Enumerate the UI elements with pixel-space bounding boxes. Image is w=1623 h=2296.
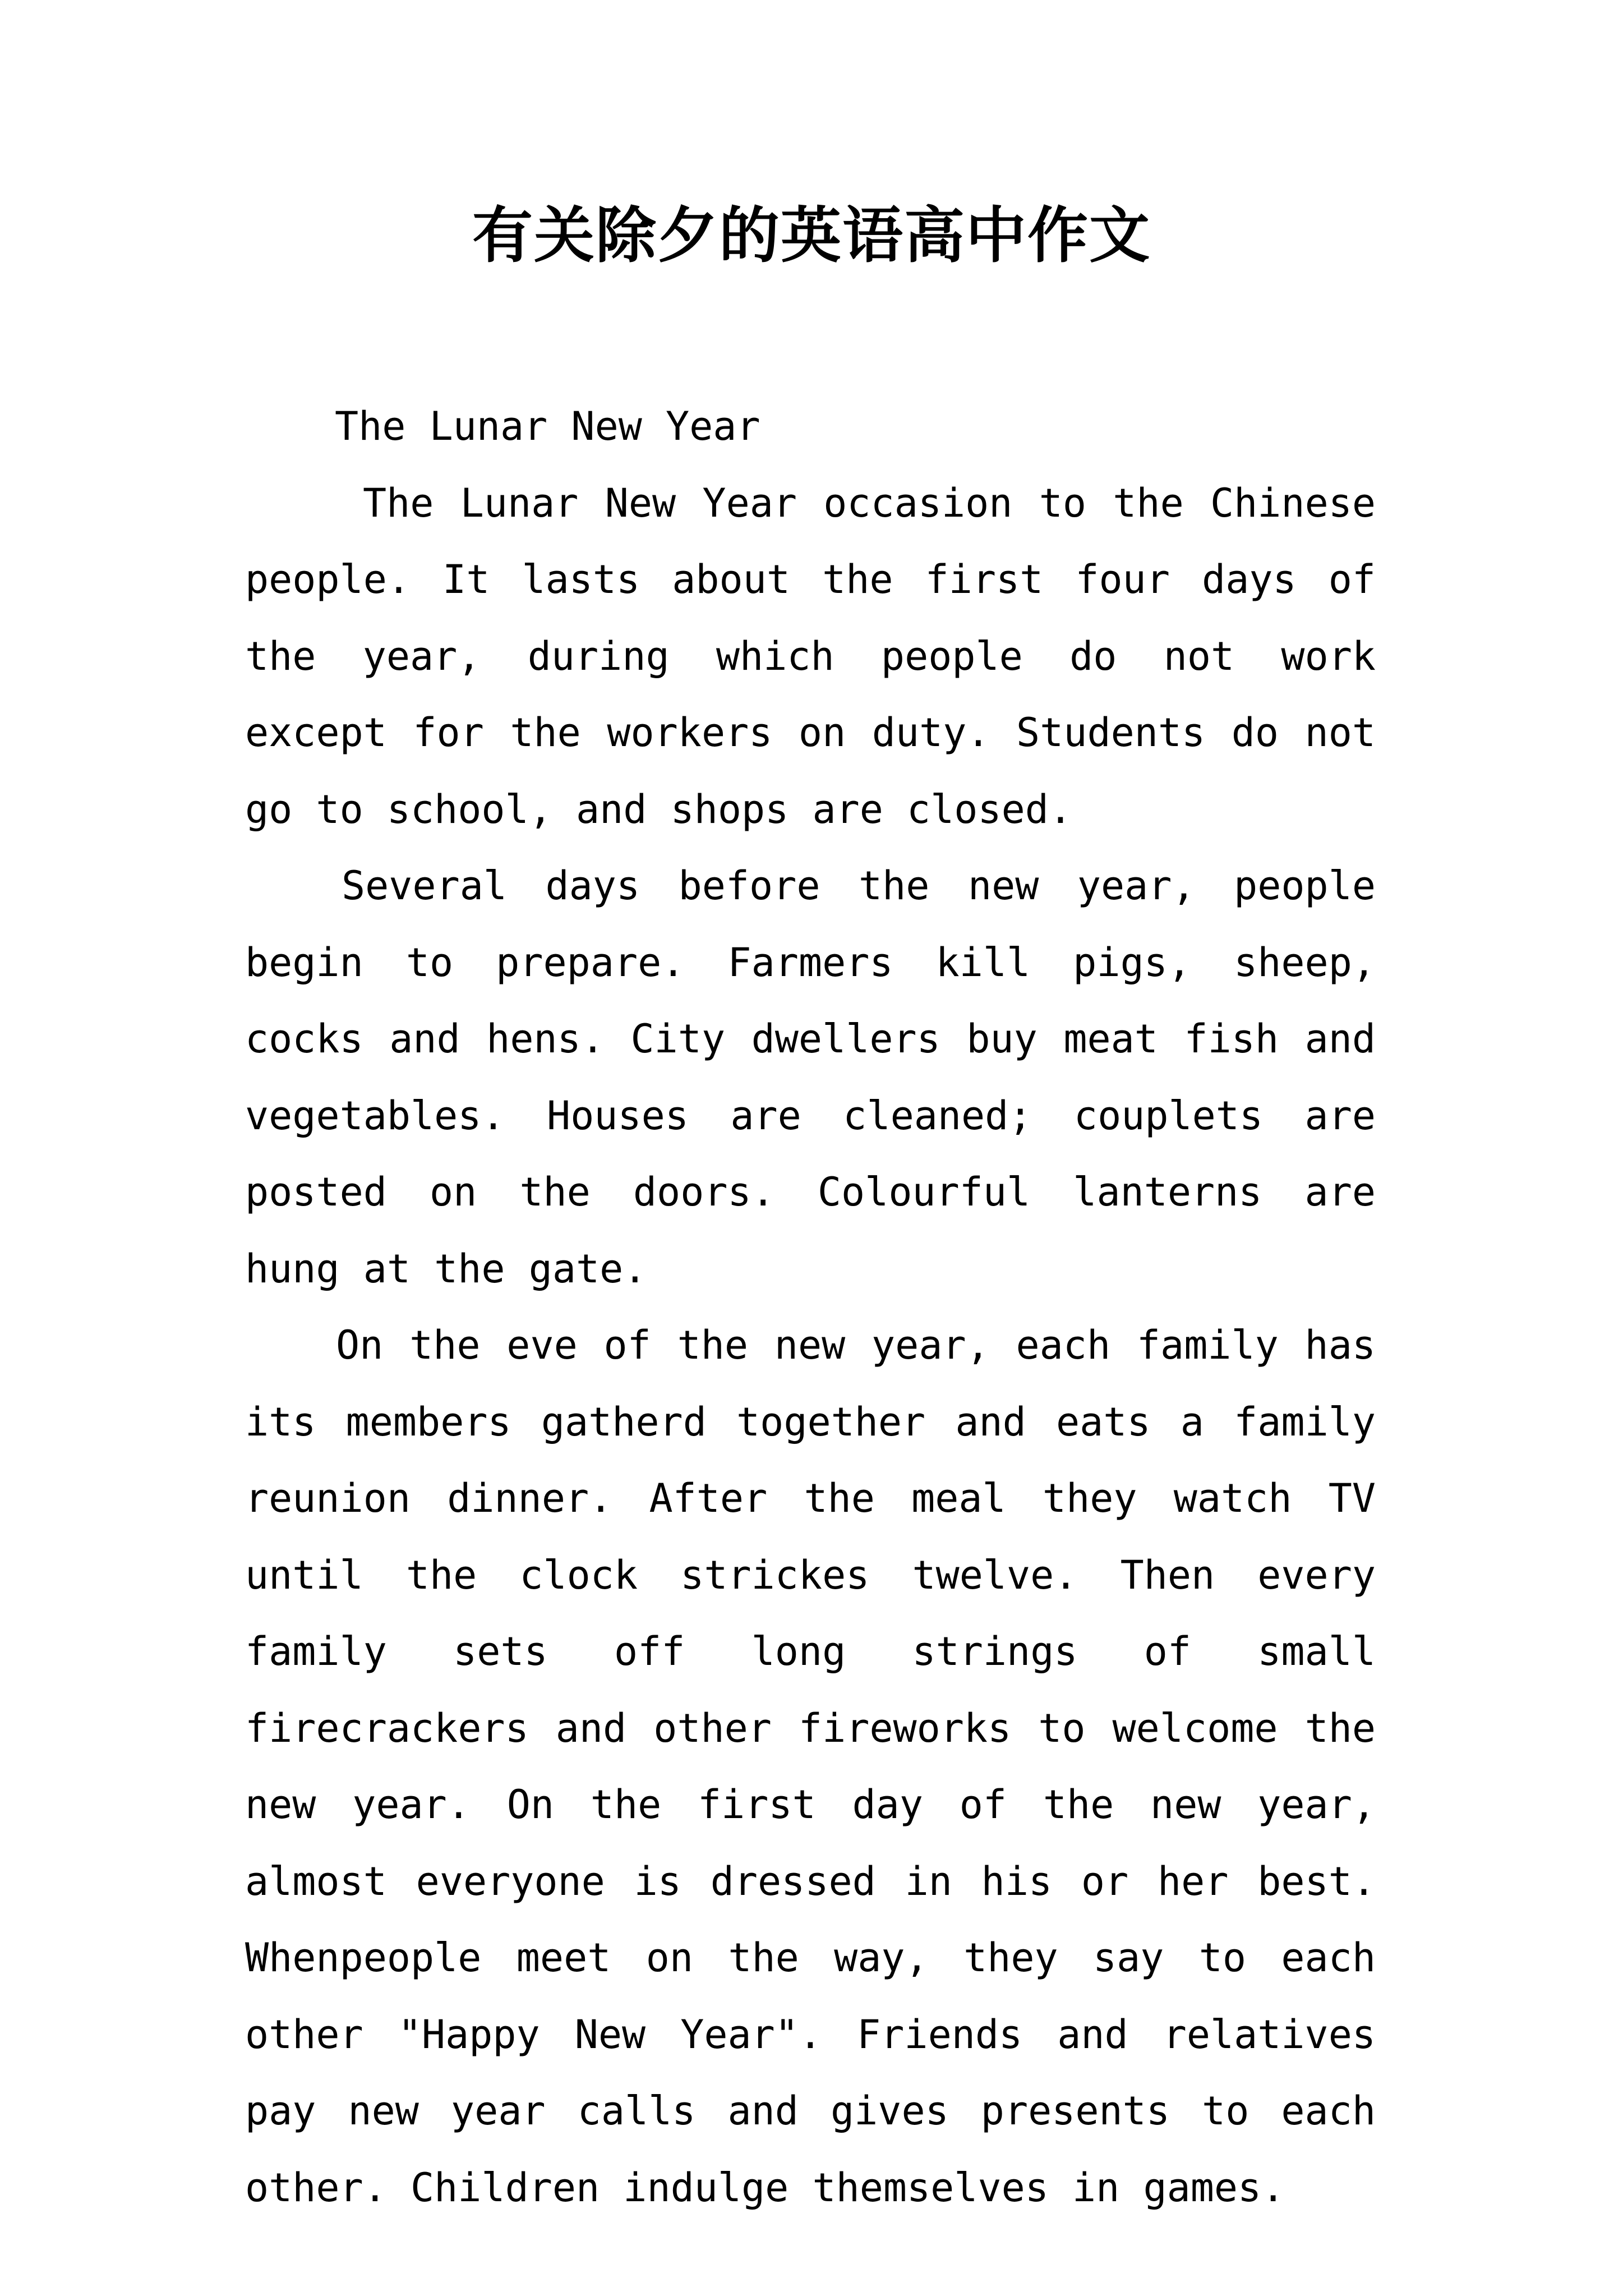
essay-paragraph: Several days before the new year, people begin to prepare. Farmers kill pigs, sheep, cocks and hens. City dwellers buy meat fish and vegetables. Houses are cleaned; couplets are posted on the doors. Colourful lanterns are hung at the gate. [245, 863, 1376, 1292]
document-title: 有关除夕的英语高中作文 [472, 200, 1151, 271]
essay-heading: The Lunar New Year [335, 403, 760, 449]
essay-paragraph: On the eve of the new year, each family has its members gatherd together and eats a family reunion dinner. After the meal they watch TV until the clock strickes twelve. Then every family sets off long strings of small firecrackers and other fireworks to welcome the new year. On the first day of the new year, almost everyone is dressed in his or her best. Whenpeople meet on the way, they say to each other "Happy New Year". Friends and relatives pay new year calls and gives presents to each other. Children indulge themselves in games. [245, 1322, 1376, 2211]
essay-paragraph: The Lunar New Year occasion to the Chinese people. It lasts about the first four days of the year, during which people do not work except for the workers on duty. Students do not go to school, and shops are closed. [245, 480, 1376, 832]
essay-body [245, 388, 1376, 2226]
